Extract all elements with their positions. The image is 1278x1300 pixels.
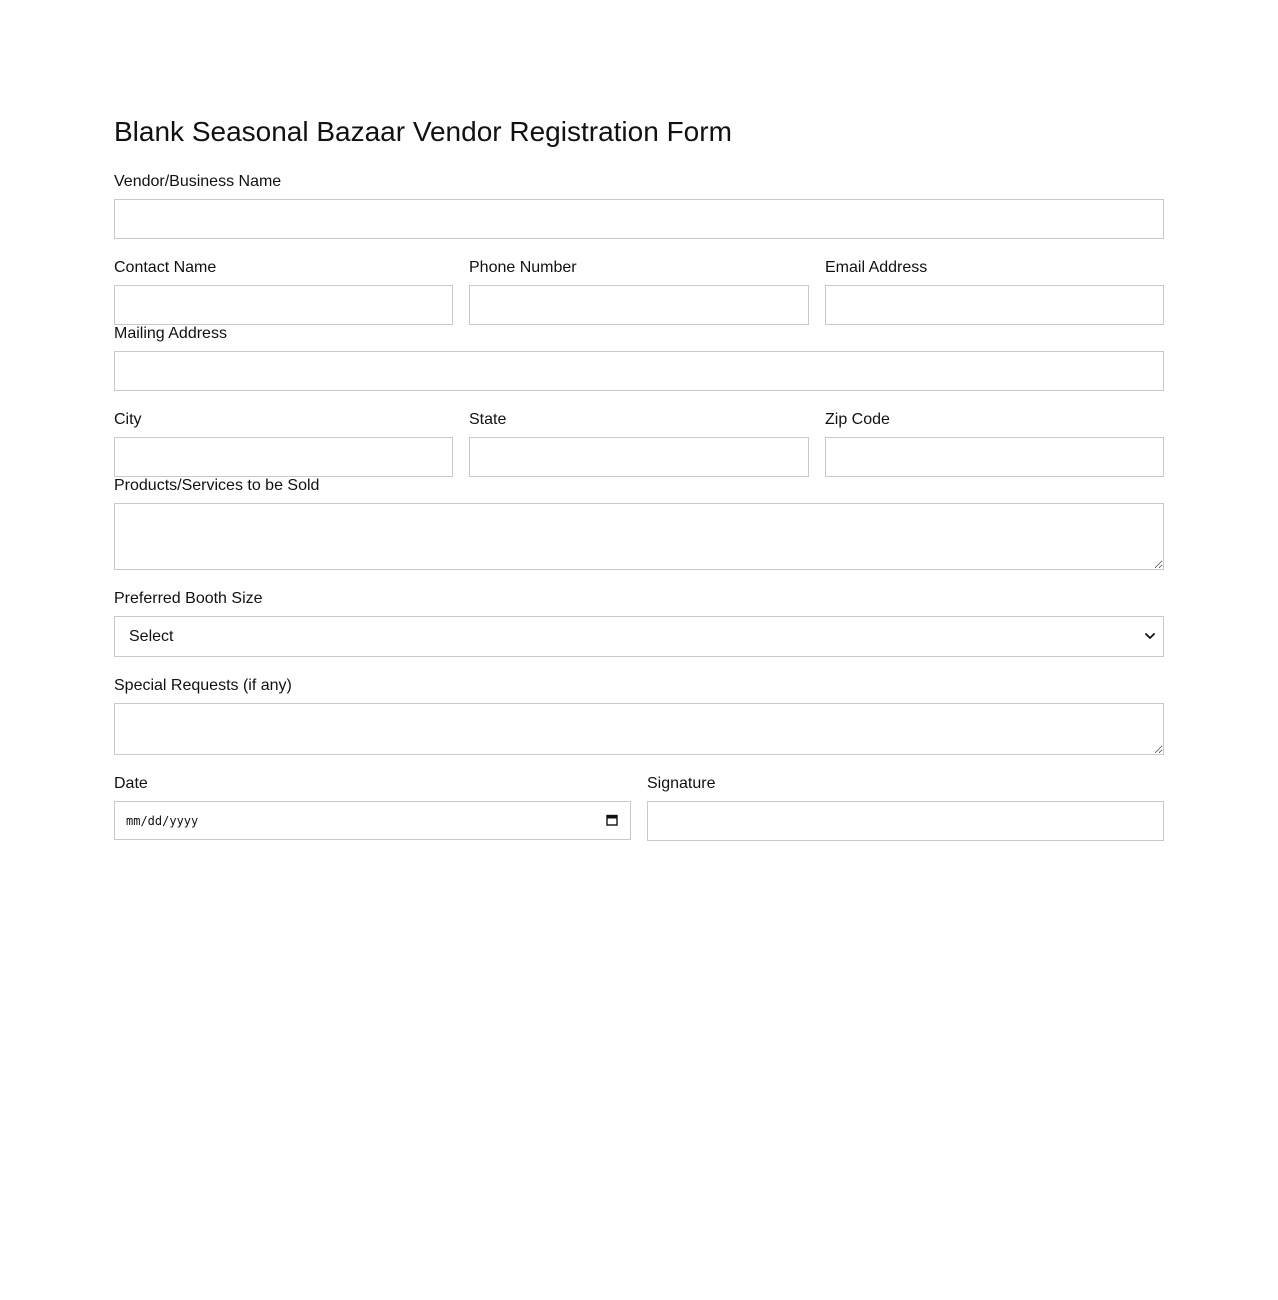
- vendor-business-name-input[interactable]: [114, 199, 1164, 239]
- calendar-icon[interactable]: [606, 814, 620, 828]
- state-input[interactable]: [469, 437, 809, 477]
- signature-input[interactable]: [647, 801, 1164, 841]
- mailing-address-label: Mailing Address: [114, 325, 227, 342]
- products-services-textarea[interactable]: [114, 503, 1164, 570]
- city-label: City: [114, 411, 142, 428]
- page-title: Blank Seasonal Bazaar Vendor Registration Form: [114, 116, 732, 147]
- city-input[interactable]: [114, 437, 453, 477]
- booth-size-selected-value: Select: [129, 627, 174, 645]
- zip-code-label: Zip Code: [825, 411, 890, 428]
- date-placeholder: mm/dd/yyyy: [126, 813, 199, 828]
- signature-label: Signature: [647, 775, 716, 792]
- email-address-label: Email Address: [825, 259, 928, 276]
- date-label: Date: [114, 775, 148, 792]
- contact-name-label: Contact Name: [114, 259, 217, 276]
- booth-size-label: Preferred Booth Size: [114, 590, 263, 607]
- booth-size-select[interactable]: [114, 616, 1164, 657]
- email-address-input[interactable]: [825, 285, 1164, 325]
- contact-name-input[interactable]: [114, 285, 453, 325]
- phone-number-label: Phone Number: [469, 259, 577, 276]
- phone-number-input[interactable]: [469, 285, 809, 325]
- mailing-address-input[interactable]: [114, 351, 1164, 391]
- date-input[interactable]: [114, 801, 631, 840]
- products-services-wrapper: [114, 503, 1164, 570]
- vendor-business-name-label: Vendor/Business Name: [114, 173, 282, 190]
- state-label: State: [469, 411, 507, 428]
- chevron-down-icon: [1145, 632, 1155, 642]
- special-requests-wrapper: [114, 703, 1164, 755]
- special-requests-label: Special Requests (if any): [114, 677, 292, 694]
- zip-code-input[interactable]: [825, 437, 1164, 477]
- products-services-label: Products/Services to be Sold: [114, 477, 320, 494]
- special-requests-textarea[interactable]: [114, 703, 1164, 755]
